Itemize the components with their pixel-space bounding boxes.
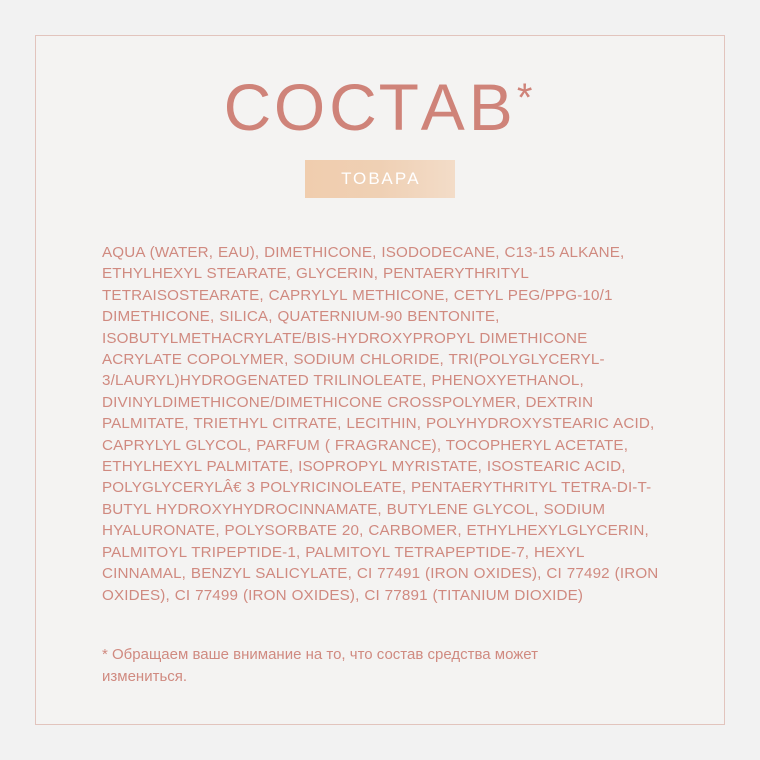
ingredients-list: AQUA (WATER, EAU), DIMETHICONE, ISODODECANE, C13-15 ALKANE, ETHYLHEXYL STEARATE, GLYCERIN, PENTAERYTHRITYL TETRAISOSTEARATE, CAPRYLYL METHICONE, CETYL PEG/PPG-10/1 DIMETHICONE, SILICA, QUATERNIUM-90 BENTONITE, ISOBUTYLMETHACRYLATE/BIS-HYDROXYPROPYL DIMETHICONE ACRYLATE COPOLYMER, SODIUM CHLORIDE, TRI(POLYGLYCERYL-3/LAURYL)HYDROGENATED TRILINOLEATE, PHENOXYETHANOL, DIVINYLDIMETHICONE/DIMETHICONE CROSSPOLYMER, DEXTRIN PALMITATE, TRIETHYL CITRATE, LECITHIN, POLYHYDROXYSTEARIC ACID, CAPRYLYL GLYCOL, PARFUM ( FRAGRANCE), TOCOPHERYL ACETATE, ETHYLHEXYL PALMITATE, ISOPROPYL MYRISTATE, ISOSTEARIC ACID, POLYGLYCERYLÂ€ 3 POLYRICINOLEATE, PENTAERYTHRITYL TETRA-DI-T-BUTYL HYDROXYHYDROCINNAMATE, BUTYLENE GLYCOL, SODIUM HYALURONATE, POLYSORBATE 20, CARBOMER, ETHYLHEXYLGLYCERIN, PALMITOYL TRIPEPTIDE-1, PALMITOYL TETRAPEPTIDE-7, HEXYL CINNAMAL, BENZYL SALICYLATE, CI 77491 (IRON OXIDES), CI 77492 (IRON OXIDES), CI 77499 (IRON OXIDES), CI 77891 (TITANIUM DIOXIDE): [102, 244, 659, 604]
footnote-text: * Обращаем ваше внимание на то, что состав средства может измениться.: [102, 646, 539, 685]
page-title: [36, 70, 724, 144]
badge-container: [36, 160, 724, 198]
title-asterisk: *: [516, 76, 537, 120]
page-title-text: СОСТАВ: [223, 70, 517, 144]
composition-card: [35, 35, 725, 725]
product-badge: ТОВАРА: [305, 160, 455, 198]
